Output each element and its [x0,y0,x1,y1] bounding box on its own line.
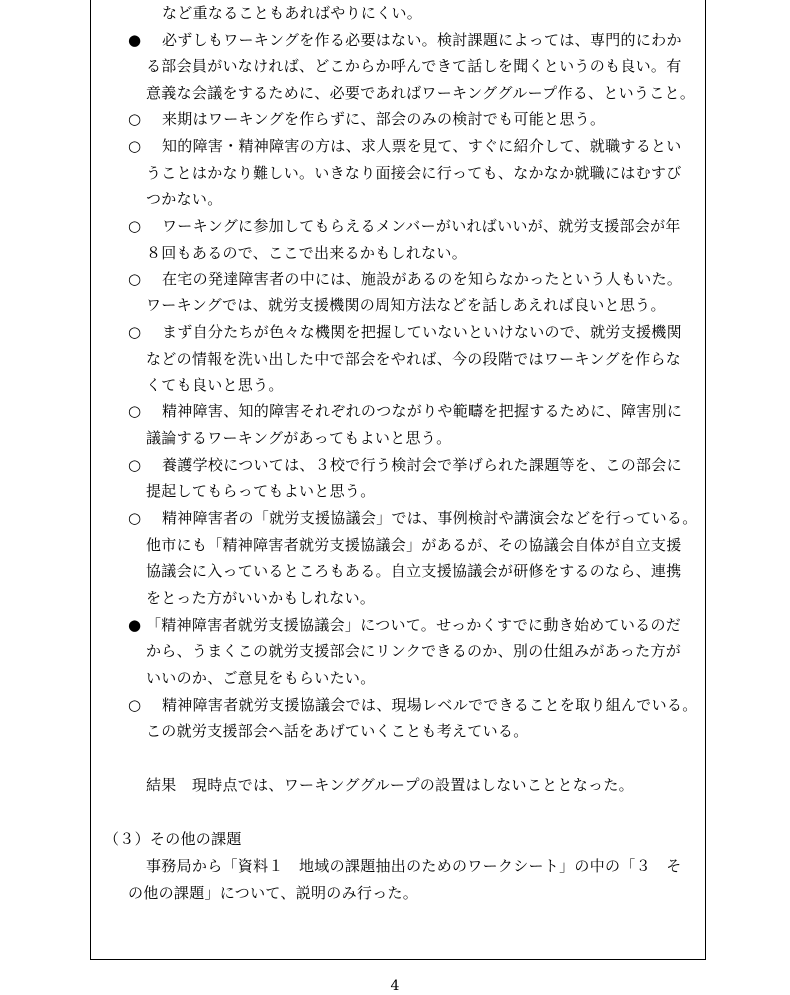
text-line: いいのか、ご意見をもらいたい。 [146,669,376,687]
open-bullet: ○ [128,509,142,527]
open-bullet: ○ [128,696,142,714]
text-line: 協議会に入っているところもある。自立支援協議会が研修をするのなら、連携 [146,562,682,580]
result-line: 結果 現時点では、ワーキンググループの設置はしないこととなった。 [146,776,634,794]
text-line: 精神障害者の「就労支援協議会」では、事例検討や講演会などを行っている。 [162,509,698,527]
open-bullet: ○ [128,456,142,474]
text-line: から、うまくこの就労支援部会にリンクできるのか、別の仕組みがあった方が [146,642,682,660]
text-line: 来期はワーキングを作らずに、部会のみの検討でも可能と思う。 [162,110,606,128]
text-line: などの情報を洗い出した中で部会をやれば、今の段階ではワーキングを作らな [146,350,682,368]
filled-bullet: ● [128,616,142,634]
text-line: この就労支援部会へ話をあげていくことも考えている。 [146,722,529,740]
text-line: 在宅の発達障害者の中には、施設があるのを知らなかったという人もいた。 [162,270,683,288]
open-bullet: ○ [128,137,142,155]
text-line: 必ずしもワーキングを作る必要はない。検討課題によっては、専門的にわか [162,31,682,49]
text-line: まず自分たちが色々な機関を把握していないといけないので、就労支援機関 [162,323,682,341]
text-line: 精神障害、知的障害それぞれのつながりや範疇を把握するために、障害別に [162,402,683,420]
text-line: ８回もあるので、ここで出来るかもしれない。 [146,244,468,262]
open-bullet: ○ [128,110,142,128]
text-line: 意義な会議をするために、必要であればワーキンググループ作る、ということ。 [146,84,696,102]
section-heading: （３）その他の課題 [104,830,242,848]
text-line: つかない。 [146,190,223,208]
text-line: 提起してもらってもよいと思う。 [146,482,376,500]
text-line: 精神障害者就労支援協議会では、現場レベルでできることを取り組んでいる。 [162,696,698,714]
text-line: 事務局から「資料１ 地域の課題抽出のためのワークシート」の中の「３ そ [146,857,682,875]
text-line: 知的障害・精神障害の方は、求人票を見て、すぐに紹介して、就職するとい [162,137,682,155]
text-line: うことはかなり難しい。いきなり面接会に行っても、なかなか就職にはむすび [146,164,682,182]
text-line: をとった方がいいかもしれない。 [146,589,376,607]
text-line: の他の課題」について、説明のみ行った。 [128,884,419,902]
text-line: 議論するワーキングがあってもよいと思う。 [146,429,452,447]
text-line: 「精神障害者就労支援協議会」について。せっかくすでに動き始めているのだ [146,616,682,634]
filled-bullet: ● [128,31,142,49]
page-number: 4 [390,978,400,994]
open-bullet: ○ [128,402,142,420]
open-bullet: ○ [128,217,142,235]
open-bullet: ○ [128,270,142,288]
open-bullet: ○ [128,323,142,341]
text-line: 養護学校については、３校で行う検討会で挙げられた課題等を、この部会に [162,456,682,474]
text-line: る部会員がいなければ、どこからか呼んできて話しを聞くというのも良い。有 [146,57,682,75]
text-line: 他市にも「精神障害者就労支援協議会」があるが、その協議会自体が自立支援 [146,536,682,554]
text-line: ワーキングに参加してもらえるメンバーがいればいいが、就労支援部会が年 [162,217,681,235]
text-line: くても良いと思う。 [146,376,284,394]
text-line: ワーキングでは、就労支援機関の周知方法などを話しあえれば良いと思う。 [146,296,666,314]
text-line: など重なることもあればやりにくい。 [162,4,423,22]
